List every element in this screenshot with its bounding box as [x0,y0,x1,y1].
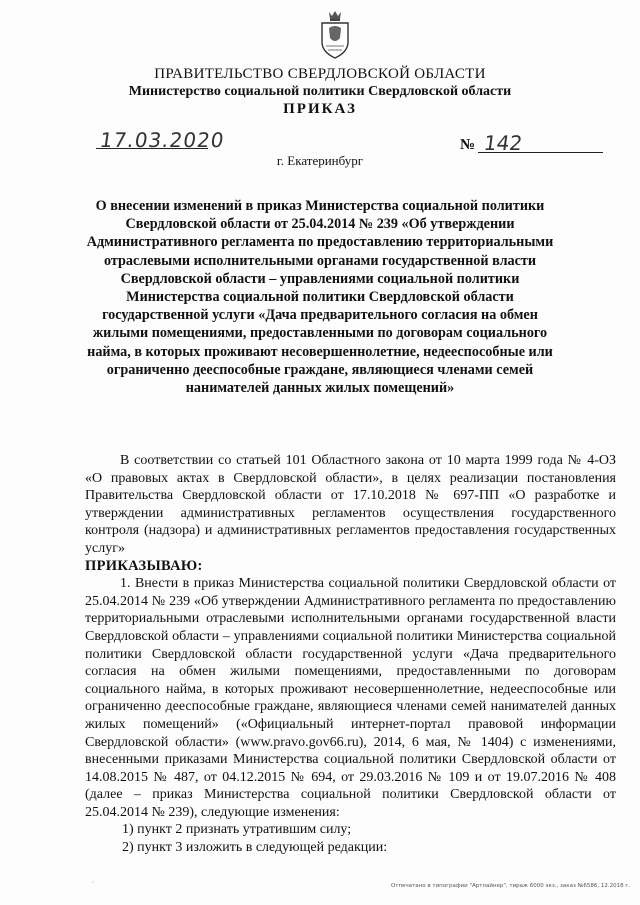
number-label: № [460,137,476,153]
print-footer: Отпечатано в типографии "Артлайнер", тираж 6000 экз., заказ №6586, 12.2018 г. [390,883,630,889]
document-type: ПРИКАЗ [283,101,357,117]
order-number: 142 [482,131,524,155]
ministry-name: Министерство социальной политики Свердловской области [128,84,512,99]
city: г. Екатеринбург [276,153,364,168]
document-title: О внесении изменений в приказ Министерства социальной политики Свердловской области от 25.04.2014 № 239 «Об утверждении Административного регламента по предоставлению территориальными отраслевыми исполнительными органами государственной власти Свердловской области – управлениями социальной политики Министерства социальной политики Свердловской области государственной услуги «Дача предварительного согласия на обмен жилыми помещениями, предоставленными по договорам социального найма, в которых проживают несовершеннолетние, недееспособные или ограниченно дееспособные граждане, являющиеся членами семей нанимателей данных жилых помещений» [86,198,554,397]
order-word: ПРИКАЗЫВАЮ: [85,557,203,574]
date-underline [96,148,208,149]
document-body [85,452,616,857]
preamble-paragraph: В соответствии со статьей 101 Областного закона от 10 марта 1999 года № 4-ОЗ «О правовых актах в Свердловской области», в целях реализации постановления Правительства Свердловской области от 17.10.2018 № 697-ПП «О разработке и утверждении административных регламентов осуществления государственного контроля (надзора) и административных регламентов предоставления государственных услуг» [85,453,616,556]
order-date: 17.03.2020 [98,128,227,152]
page-mark: ◦ [92,880,95,886]
subitem-2: 2) пункт 3 изложить в следующей редакции: [122,840,388,856]
subitem-1: 1) пункт 2 признать утратившим силу; [122,822,352,838]
item-1-paragraph: 1. Внести в приказ Министерства социальной политики Свердловской области от 25.04.2014 № 239 «Об утверждении Административного регламента по предоставлению территориальными отраслевыми исполнительными органами государственной власти Свердловской области – управлениями социальной политики Министерства социальной политики Свердловской области государственной услуги «Дача предварительного согласия на обмен жилыми помещениями, предоставленными по договорам социального найма, в которых проживают несовершеннолетние, недееспособные или ограниченно дееспособные граждане, являющиеся членами семей нанимателей данных жилых помещений» («Официальный интернет-портал правовой информации Свердловской области» (www.pravo.gov66.ru), 2014, 6 мая, № 1404) с изменениями, внесенными приказами Министерства социальной политики Свердловской области от 14.08.2015 № 487, от 04.12.2015 № 694, от 29.03.2016 № 109 и от 19.07.2016 № 408 (далее – приказ Министерства социальной политики Свердловской области от 25.04.2014 № 239), следующие изменения: [85,576,616,820]
government-name: ПРАВИТЕЛЬСТВО СВЕРДЛОВСКОЙ ОБЛАСТИ [154,66,486,82]
coat-of-arms-icon [318,8,352,60]
